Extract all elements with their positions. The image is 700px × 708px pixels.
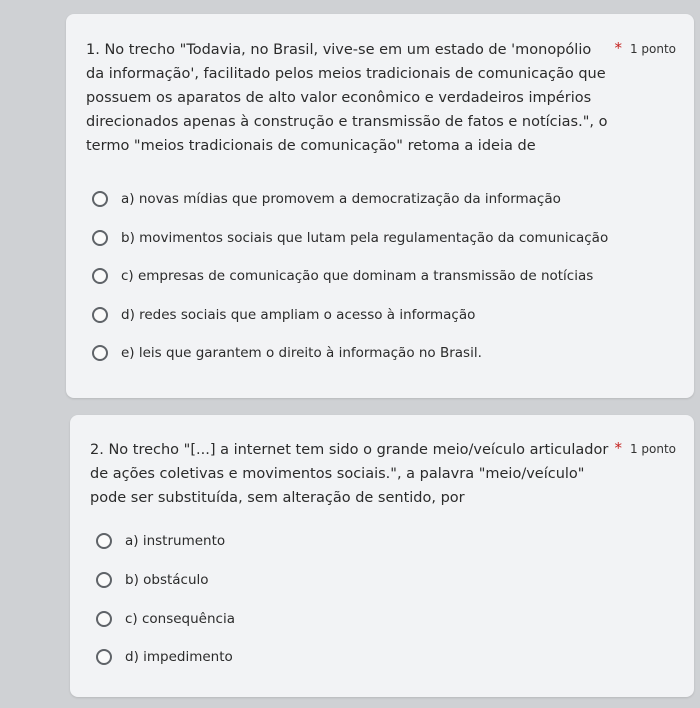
radio-button-icon[interactable]	[92, 345, 108, 361]
points-indicator	[614, 439, 676, 457]
points-label: 1 ponto	[629, 42, 676, 56]
points-indicator	[614, 39, 676, 57]
required-asterisk: *	[614, 439, 622, 457]
option-d[interactable]	[96, 638, 235, 677]
option-c[interactable]	[92, 257, 608, 296]
question-card-2	[70, 415, 694, 697]
option-label: c) consequência	[125, 610, 235, 627]
option-a[interactable]	[96, 522, 235, 561]
question-text: 1. No trecho "Todavia, no Brasil, vive-se em um estado de 'monopólio da informação', facilitado pelos meios tradicionais de comunicação que possuem os aparatos de alto valor econômico e verdadeiros impérios direcionados apenas à construção e transmissão de fatos e notícias.", o termo "meios tradicionais de comunicação" retoma a ideia de	[86, 42, 608, 154]
question-card-1	[66, 14, 694, 398]
option-b[interactable]	[96, 561, 235, 600]
radio-button-icon[interactable]	[92, 230, 108, 246]
option-e[interactable]	[92, 334, 608, 373]
question-header	[86, 38, 676, 158]
radio-button-icon[interactable]	[96, 572, 112, 588]
option-c[interactable]	[96, 599, 235, 638]
radio-button-icon[interactable]	[92, 268, 108, 284]
option-label: d) impedimento	[125, 649, 233, 666]
points-label: 1 ponto	[629, 442, 676, 456]
option-a[interactable]	[92, 180, 608, 219]
radio-button-icon[interactable]	[96, 533, 112, 549]
option-label: c) empresas de comunicação que dominam a transmissão de notícias	[121, 268, 594, 285]
options-list	[92, 180, 608, 373]
radio-button-icon[interactable]	[92, 307, 108, 323]
option-label: d) redes sociais que ampliam o acesso à informação	[121, 306, 476, 323]
option-label: a) instrumento	[125, 533, 226, 550]
options-list	[96, 522, 235, 677]
question-header	[90, 438, 676, 510]
option-label: b) movimentos sociais que lutam pela regulamentação da comunicação	[121, 229, 609, 246]
option-label: a) novas mídias que promovem a democratização da informação	[121, 191, 561, 208]
option-d[interactable]	[92, 296, 608, 335]
radio-button-icon[interactable]	[96, 649, 112, 665]
radio-button-icon[interactable]	[92, 191, 108, 207]
required-asterisk: *	[614, 39, 622, 57]
question-text: 2. No trecho "[...] a internet tem sido o grande meio/veículo articulador de ações coletivas e movimentos sociais.", a palavra "meio/veículo" pode ser substituída, sem alteração de sentido, por	[90, 442, 609, 506]
radio-button-icon[interactable]	[96, 611, 112, 627]
option-b[interactable]	[92, 219, 608, 258]
option-label: e) leis que garantem o direito à informação no Brasil.	[121, 345, 482, 362]
option-label: b) obstáculo	[125, 572, 209, 589]
